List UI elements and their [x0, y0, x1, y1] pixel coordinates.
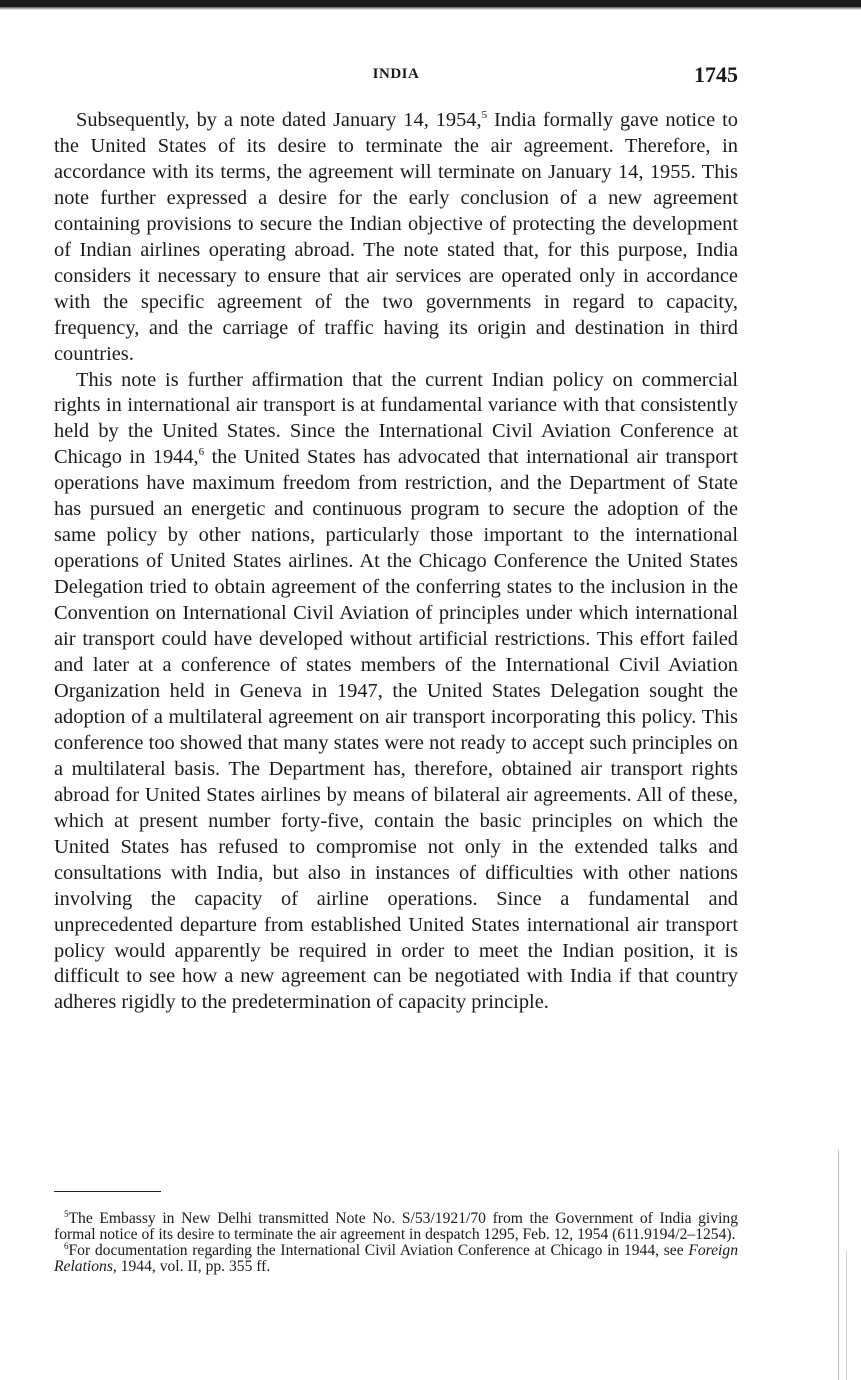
- paragraph: [54, 368, 738, 1017]
- page-number: 1745: [694, 62, 738, 87]
- scan-margin-line: [846, 1250, 847, 1380]
- footnote-ref: 6: [198, 446, 205, 459]
- paragraph-text: the United States has advocated that international air transport operations have maximum freedom from restriction, and the Department of State has pursued an energetic and continuous program to secure the adoption of the same policy by other nations, particularly those important to the international operations of United States airlines. At the Chicago Conference the United States Delegation tried to obtain agreement of the conferring states to the inclusion in the Convention on International Civil Aviation of principles under which international air transport could have developed without artificial restrictions. This effort failed and later at a conference of states members of the International Civil Aviation Organization held in Geneva in 1947, the United States Delegation sought the adoption of a multilateral agreement on air transport incorporating this policy. This conference too showed that many states were not ready to accept such principles on a multilateral basis. The Department has, therefore, obtained air transport rights abroad for United States airlines by means of bilateral air agreements. All of these, which at present number forty-five, contain the basic principles on which the United States has refused to compromise not only in the extended talks and consultations with India, but also in instances of difficulties with other nations involving the capacity of airline operations. Since a fundamental and unprecedented departure from established United States international air transport policy would apparently be required in order to meet the Indian position, it is difficult to see how a new agreement can be negotiated with India if that country adheres rigidly to the predetermination of capacity principle.: [54, 446, 739, 1014]
- footnote: [54, 1240, 738, 1275]
- footnotes: [54, 1208, 738, 1275]
- footnote-rule: [54, 1191, 161, 1192]
- running-head: INDIA: [372, 66, 420, 82]
- paragraph-text: This note is further affirmation that the current Indian policy on commercial rights in international air transport is at fundamental variance with that consistently held by the United States. Since the International Civil Aviation Conference at Chicago in 1944,: [54, 368, 738, 469]
- scan-top-edge: [0, 0, 861, 7]
- footnote-citation-title: Foreign Relations: [54, 1242, 738, 1275]
- paragraph-text: Subsequently, by a note dated January 14, 1954,: [76, 109, 482, 131]
- page-header: [54, 62, 738, 92]
- footnote: [54, 1208, 738, 1243]
- footnote-text: , 1944, vol. II, pp. 355 ff.: [112, 1258, 271, 1275]
- footnote-mark: 6: [64, 1240, 69, 1251]
- scan-margin-line: [838, 1150, 839, 1380]
- footnote-ref: 5: [481, 109, 488, 122]
- footnote-mark: 5: [64, 1208, 69, 1219]
- main-text: [54, 108, 738, 1016]
- paragraph: [54, 108, 738, 368]
- footnote-text: The Embassy in New Delhi transmitted Note No. S/53/1921/70 from the Government of India giving formal notice of its desire to terminate the air agreement in despatch 1295, Feb. 12, 1954 (611.9194/2–1254).: [54, 1210, 738, 1243]
- paragraph-text: India formally gave notice to the United States of its desire to terminate the air agreement. Therefore, in accordance with its terms, the agreement will terminate on January 14, 1955. This note further expressed a desire for the early conclusion of a new agreement containing provisions to secure the Indian objective of protecting the development of Indian airlines operating abroad. The note stated that, for this purpose, India considers it necessary to ensure that air services are operated only in accordance with the specific agreement of the two governments in regard to capacity, frequency, and the carriage of traffic having its origin and destination in third countries.: [54, 109, 738, 365]
- scan-top-shadow: [0, 7, 861, 10]
- footnote-text: For documentation regarding the International Civil Aviation Conference at Chicago in 1944, see: [68, 1242, 689, 1259]
